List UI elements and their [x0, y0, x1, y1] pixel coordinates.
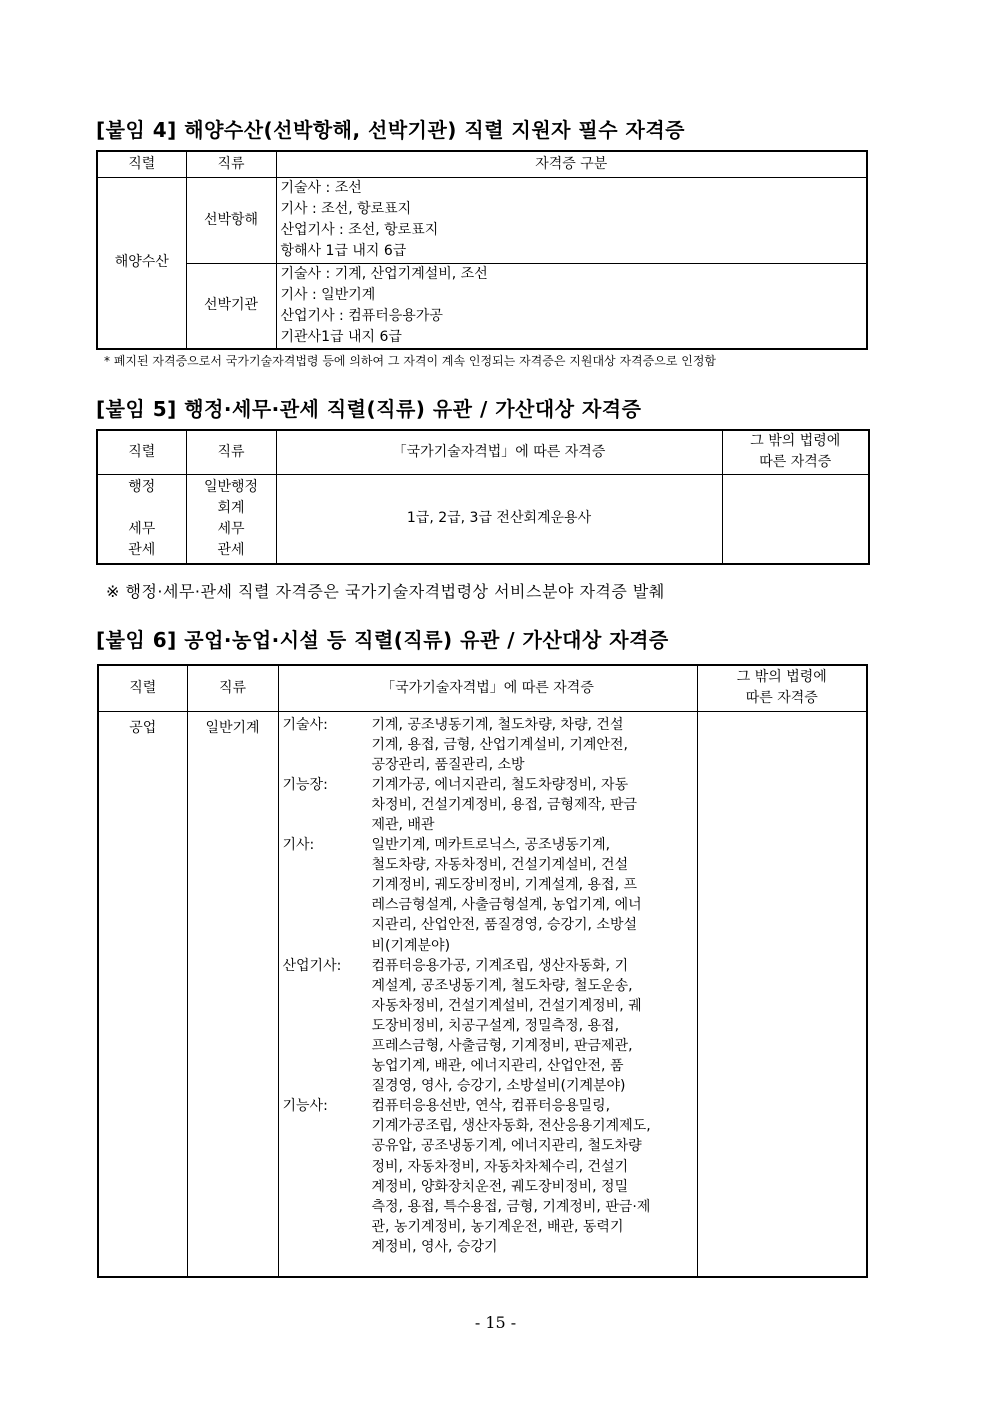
- cert-line: 일반기계, 메카트로닉스, 공조냉동기계,: [371, 837, 611, 854]
- section-5-note: ※ 행정·세무·관세 직렬 자격증은 국가기술자격법령상 서비스분야 자격증 발췌: [106, 582, 665, 601]
- cert-items: [372, 715, 690, 775]
- header-kind: 직류: [186, 151, 276, 177]
- cert-line: 공장관리, 품질관리, 소방: [371, 756, 525, 773]
- series-cell: 해양수산: [97, 177, 186, 349]
- cert-cell: 1급, 2급, 3급 전산회계운용사: [276, 474, 722, 564]
- cert-list: [276, 177, 867, 263]
- cert-line: 지관리, 산업안전, 품질경영, 승강기, 소방설: [371, 917, 638, 934]
- cert-category: 기능장:: [282, 776, 328, 793]
- other-cert-cell: [697, 711, 867, 1277]
- cert-category: 기술사:: [282, 716, 328, 733]
- cert-line: 산업기사 : 컴퓨터응용가공: [280, 307, 443, 324]
- kind-cell: 일반기계: [187, 711, 278, 1277]
- cert-line: 프레스금형, 사출금형, 기계정비, 판금제관,: [371, 1038, 633, 1054]
- cert-group: [283, 1096, 693, 1257]
- cert-line: 차정비, 건설기계정비, 용접, 금형제작, 판금: [371, 796, 638, 813]
- kind-item: 관세: [217, 541, 245, 558]
- cert-line: 기술사 : 조선: [280, 180, 362, 196]
- header-cert: 자격증 구분: [276, 151, 867, 177]
- cert-line: 계정비, 양화장치운전, 궤도장비정비, 정밀: [371, 1178, 629, 1195]
- cert-items: [372, 1096, 690, 1257]
- series-item: [98, 498, 186, 519]
- cert-line: 기계정비, 궤도장비정비, 기계설계, 용접, 프: [371, 877, 638, 894]
- page-number: - 15 -: [474, 1313, 517, 1332]
- cert-line: 기계, 공조냉동기계, 철도차량, 차량, 건설: [371, 716, 624, 733]
- cert-line: 측정, 용접, 특수용접, 금형, 기계정비, 판금·제: [371, 1198, 651, 1215]
- cert-items: [372, 775, 690, 835]
- cert-line: 계정비, 영사, 승강기: [371, 1238, 498, 1255]
- cert-line: 기계가공, 에너지관리, 철도차량정비, 자동: [371, 776, 629, 793]
- cert-line: 자동차정비, 건설기계설비, 건설기계정비, 궤: [371, 997, 642, 1014]
- cert-line: 질경영, 영사, 승강기, 소방설비(기계분야): [371, 1078, 626, 1095]
- header-cert: 「국가기술자격법」에 따른 자격증: [276, 430, 722, 474]
- series-cell: [97, 474, 186, 564]
- kind-cell: [186, 474, 276, 564]
- cert-group: [283, 956, 693, 1097]
- cert-line: 컴퓨터응용선반, 연삭, 컴퓨터응용밀링,: [371, 1098, 611, 1115]
- cert-line: 기사 : 조선, 항로표지: [280, 201, 412, 217]
- cert-line: 기계, 용접, 금형, 산업기계설비, 기계안전,: [371, 736, 628, 753]
- kind-cell: 선박기관: [186, 263, 276, 349]
- cert-group: [283, 775, 693, 835]
- series-item: 세무: [128, 520, 156, 537]
- header-series: 직렬: [97, 430, 186, 474]
- cert-list: [276, 263, 867, 349]
- series-cell: 공업: [98, 711, 187, 1277]
- cert-line: 기계가공조립, 생산자동화, 전산응용기계제도,: [371, 1118, 651, 1135]
- cert-line: 제관, 배관: [371, 816, 435, 833]
- cert-line: 철도차량, 자동차정비, 건설기계설비, 건설: [371, 857, 629, 874]
- cert-line: 레스금형설계, 사출금형설계, 농업기계, 에너: [371, 897, 642, 914]
- cert-group: [283, 835, 693, 956]
- header-other-line: 따른 자격증: [759, 454, 832, 471]
- header-kind: 직류: [186, 430, 276, 474]
- header-cert: 「국가기술자격법」에 따른 자격증: [278, 665, 697, 711]
- kind-item: 일반행정: [203, 478, 259, 495]
- series-item: 관세: [128, 541, 156, 558]
- cert-cell: [278, 711, 697, 1277]
- header-series: 직렬: [98, 665, 187, 711]
- cert-line: 항해사 1급 내지 6급: [280, 243, 407, 259]
- cert-line: 정비, 자동차정비, 자동차차체수리, 건설기: [371, 1158, 629, 1175]
- cert-line: 산업기사 : 조선, 항로표지: [280, 222, 439, 238]
- header-kind: 직류: [187, 665, 278, 711]
- table-6: [97, 664, 868, 1278]
- section-4-title: [붙임 4] 해양수산(선박항해, 선박기관) 직렬 지원자 필수 자격증: [96, 118, 685, 142]
- cert-line: 도장비정비, 치공구설계, 정밀측정, 용접,: [371, 1017, 620, 1034]
- cert-items: [372, 835, 690, 956]
- kind-cell: 선박항해: [186, 177, 276, 263]
- cert-category: 산업기사:: [282, 957, 342, 974]
- header-other-line: 그 밖의 법령에: [750, 433, 841, 450]
- cert-line: 비(기계분야): [371, 937, 451, 954]
- table-5: [96, 429, 870, 565]
- cert-category: 기사:: [282, 837, 315, 854]
- cert-line: 공유압, 공조냉동기계, 에너지관리, 철도차량: [371, 1138, 642, 1155]
- header-other: [722, 430, 869, 474]
- section-5-title: [붙임 5] 행정·세무·관세 직렬(직류) 유관 / 가산대상 자격증: [96, 397, 642, 421]
- header-other-line: 그 밖의 법령에: [736, 669, 827, 686]
- table-4: [96, 150, 868, 350]
- section-4-note: * 폐지된 자격증으로서 국가기술자격법령 등에 의하여 그 자격이 계속 인정되는 자격증은 지원대상 자격증으로 인정함: [104, 354, 717, 368]
- header-other: [697, 665, 867, 711]
- header-other-line: 따른 자격증: [745, 690, 818, 707]
- kind-item: 세무: [217, 520, 245, 537]
- cert-line: 기관사1급 내지 6급: [280, 328, 402, 345]
- cert-category: 기능사:: [282, 1098, 328, 1115]
- kind-item: 회계: [217, 499, 245, 516]
- cert-line: 농업기계, 배관, 에너지관리, 산업안전, 품: [371, 1058, 624, 1075]
- cert-group: [283, 715, 693, 775]
- series-item: 행정: [128, 478, 156, 495]
- cert-line: 계설계, 공조냉동기계, 철도차량, 철도운송,: [371, 977, 633, 994]
- other-cert-cell: [722, 474, 869, 564]
- header-series: 직렬: [97, 151, 186, 177]
- cert-items: [372, 956, 690, 1097]
- cert-line: 기술사 : 기계, 산업기계설비, 조선: [280, 265, 488, 282]
- cert-line: 관, 농기계정비, 농기계운전, 배관, 동력기: [371, 1218, 624, 1235]
- cert-line: 기사 : 일반기계: [280, 286, 376, 303]
- cert-line: 컴퓨터응용가공, 기계조립, 생산자동화, 기: [371, 957, 629, 974]
- section-6-title: [붙임 6] 공업·농업·시설 등 직렬(직류) 유관 / 가산대상 자격증: [96, 628, 669, 652]
